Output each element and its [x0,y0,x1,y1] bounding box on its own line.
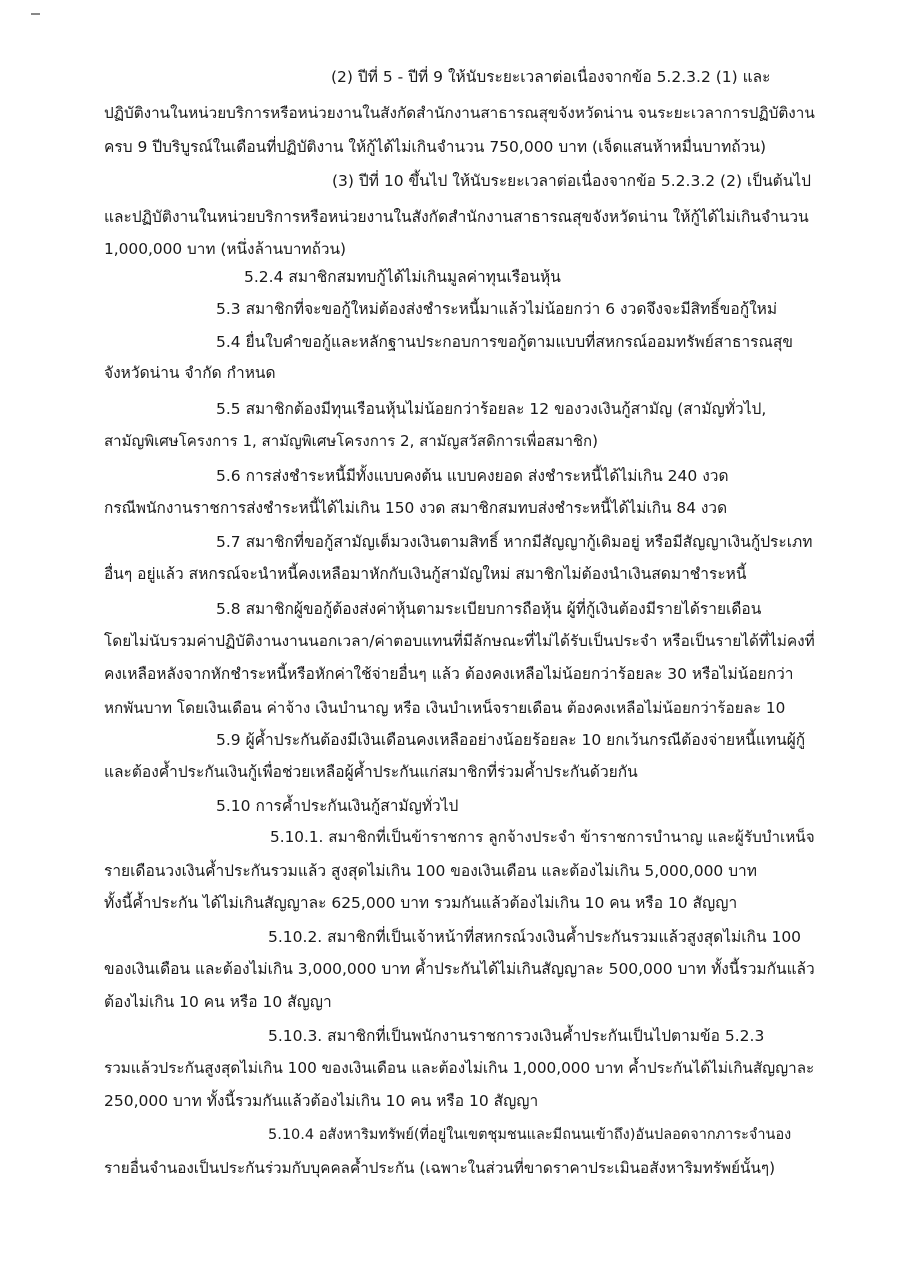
text-line: 5.5 สมาชิกต้องมีทุนเรือนหุ้นไม่น้อยกว่าร้อยละ 12 ของวงเงินกู้สามัญ (สามัญทั่วไป, [216,400,767,418]
text-line: 5.7 สมาชิกที่ขอกู้สามัญเต็มวงเงินตามสิทธิ์ หากมีสัญญากู้เดิมอยู่ หรือมีสัญญาเงินกู้ประเภท [216,533,813,551]
text-line: โดยไม่นับรวมค่าปฏิบัติงานงานนอกเวลา/ค่าตอบแทนที่มีลักษณะที่ไม่ได้รับเป็นประจำ หรือเป็นรายได้ที่ไม่คงที่ [104,632,815,650]
text-line: 5.4 ยื่นใบคำขอกู้และหลักฐานประกอบการขอกู้ตามแบบที่สหกรณ์ออมทรัพย์สาธารณสุข [216,333,793,351]
text-line: 5.10.1. สมาชิกที่เป็นข้าราชการ ลูกจ้างประจำ ข้าราชการบำนาญ และผู้รับบำเหน็จ [270,828,815,846]
text-line: ต้องไม่เกิน 10 คน หรือ 10 สัญญา [104,993,332,1011]
text-line: กรณีพนักงานราชการส่งชำระหนี้ได้ไม่เกิน 150 งวด สมาชิกสมทบส่งชำระหนี้ได้ไม่เกิน 84 งวด [104,499,728,517]
text-line: 5.10.4 อสังหาริมทรัพย์(ที่อยู่ในเขตชุมชนและมีถนนเข้าถึง)อันปลอดจากภาระจำนอง [268,1127,792,1143]
text-line: สามัญพิเศษโครงการ 1, สามัญพิเศษโครงการ 2, สามัญสวัสดิการเพื่อสมาชิก) [104,432,598,450]
text-line: จังหวัดน่าน จำกัด กำหนด [104,364,276,382]
text-line: ครบ 9 ปีบริบูรณ์ในเดือนที่ปฏิบัติงาน ให้กู้ได้ไม่เกินจำนวน 750,000 บาท (เจ็ดแสนห้าหมื่นบาทถ้วน) [104,138,767,156]
text-line: (3) ปีที่ 10 ขึ้นไป ให้นับระยะเวลาต่อเนื่องจากข้อ 5.2.3.2 (2) เป็นต้นไป [332,172,811,190]
text-line: ทั้งนี้ค้ำประกัน ได้ไม่เกินสัญญาละ 625,000 บาท รวมกันแล้วต้องไม่เกิน 10 คน หรือ 10 สัญญา [104,894,738,912]
text-line: ของเงินเดือน และต้องไม่เกิน 3,000,000 บาท ค้ำประกันได้ไม่เกินสัญญาละ 500,000 บาท ทั้งนี้รวมกันแล้ว [104,960,815,978]
text-line: ปฏิบัติงานในหน่วยบริการหรือหน่วยงานในสังกัดสำนักงานสาธารณสุขจังหวัดน่าน จนระยะเวลาการปฏิบัติงาน [104,104,815,122]
text-line: อื่นๆ อยู่แล้ว สหกรณ์จะนำหนี้คงเหลือมาหักกับเงินกู้สามัญใหม่ สมาชิกไม่ต้องนำเงินสดมาชำระหนี้ [104,565,747,583]
text-line: 5.10.2. สมาชิกที่เป็นเจ้าหน้าที่สหกรณ์วงเงินค้ำประกันรวมแล้วสูงสุดไม่เกิน 100 [268,928,802,946]
text-line: 250,000 บาท ทั้งนี้รวมกันแล้วต้องไม่เกิน 10 คน หรือ 10 สัญญา [104,1092,539,1110]
text-line: 5.9 ผู้ค้ำประกันต้องมีเงินเดือนคงเหลืออย่างน้อยร้อยละ 10 ยกเว้นกรณีต้องจ่ายหนี้แทนผู้กู้ [216,731,806,749]
text-line: 5.3 สมาชิกที่จะขอกู้ใหม่ต้องส่งชำระหนี้มาแล้วไม่น้อยกว่า 6 งวดจึงจะมีสิทธิ์ขอกู้ใหม่ [216,300,778,318]
text-line: 5.2.4 สมาชิกสมทบกู้ได้ไม่เกินมูลค่าทุนเรือนหุ้น [244,268,561,286]
text-line: 1,000,000 บาท (หนึ่งล้านบาทถ้วน) [104,240,347,258]
text-line: และต้องค้ำประกันเงินกู้เพื่อช่วยเหลือผู้ค้ำประกันแก่สมาชิกที่ร่วมค้ำประกันด้วยกัน [104,763,638,781]
text-line: 5.8 สมาชิกผู้ขอกู้ต้องส่งค่าหุ้นตามระเบียบการถือหุ้น ผู้ที่กู้เงินต้องมีรายได้รายเดือน [216,600,762,618]
scan-mark [31,13,40,15]
text-line: รายเดือนวงเงินค้ำประกันรวมแล้ว สูงสุดไม่เกิน 100 ของเงินเดือน และต้องไม่เกิน 5,000,000 บาท [104,862,757,880]
text-line: หกพันบาท โดยเงินเดือน ค่าจ้าง เงินบำนาญ หรือ เงินบำเหน็จรายเดือน ต้องคงเหลือไม่น้อยกว่าร้อยละ 10 [104,699,786,717]
text-line: 5.6 การส่งชำระหนี้มีทั้งแบบคงต้น แบบคงยอด ส่งชำระหนี้ได้ไม่เกิน 240 งวด [216,467,729,485]
text-line: รวมแล้วประกันสูงสุดไม่เกิน 100 ของเงินเดือน และต้องไม่เกิน 1,000,000 บาท ค้ำประกันได้ไม่เกินสัญญาละ [104,1059,815,1077]
text-line: รายอื่นจำนองเป็นประกันร่วมกับบุคคลค้ำประกัน (เฉพาะในส่วนที่ขาดราคาประเมินอสังหาริมทรัพย์นั้นๆ) [104,1159,776,1177]
text-line: 5.10.3. สมาชิกที่เป็นพนักงานราชการวงเงินค้ำประกันเป็นไปตามข้อ 5.2.3 [268,1027,765,1045]
text-line: 5.10 การค้ำประกันเงินกู้สามัญทั่วไป [216,797,459,815]
text-line: คงเหลือหลังจากหักชำระหนี้หรือหักค่าใช้จ่ายอื่นๆ แล้ว ต้องคงเหลือไม่น้อยกว่าร้อยละ 30 หรือไม่น้อยกว่า [104,665,794,683]
text-line: และปฏิบัติงานในหน่วยบริการหรือหน่วยงานในสังกัดสำนักงานสาธารณสุขจังหวัดน่าน ให้กู้ได้ไม่เกินจำนวน [104,208,809,226]
text-line: (2) ปีที่ 5 - ปีที่ 9 ให้นับระยะเวลาต่อเนื่องจากข้อ 5.2.3.2 (1) และ [331,68,771,86]
